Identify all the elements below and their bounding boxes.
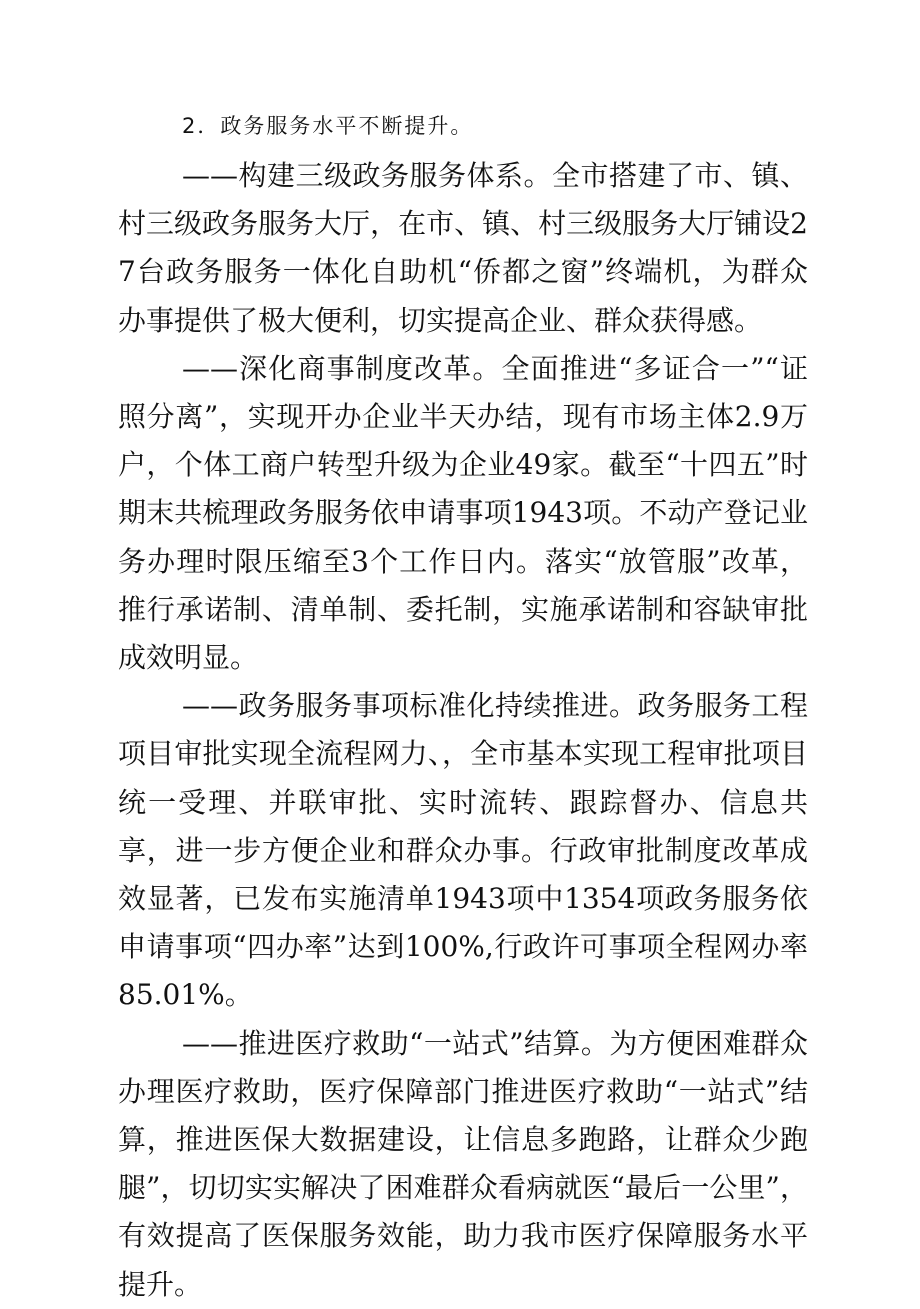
paragraph-government-service-system: ——构建三级政务服务体系。全市搭建了市、镇、村三级政务服务大厅，在市、镇、村三级服务大厅铺设27台政务服务一体化自助机“侨都之窗”终端机，为群众办事提供了极大便利，切实提高企业、群众获得感。 <box>118 159 808 337</box>
paragraph-medical-assistance: ——推进医疗救助“一站式”结算。为方便困难群众办理医疗救助，医疗保障部门推进医疗救助“一站式”结算，推进医保大数据建设，让信息多跑路，让群众少跑腿”，切切实实解决了困难群众看病就医“最后一公里”，有效提高了医保服务效能，助力我市医疗保障服务水平提升。 <box>118 1026 808 1301</box>
document-body <box>118 152 808 1309</box>
paragraph-commercial-reform: ——深化商事制度改革。全面推进“多证合一”“证照分离”，实现开办企业半天办结，现有市场主体2.9万户，个体工商户转型升级为企业49家。截至“十四五”时期末共梳理政务服务依申请事项1943项。不动产登记业务办理时限压缩至3个工作日内。落实“放管服”改革，推行承诺制、清单制、委托制，实施承诺制和容缺审批成效明显。 <box>118 351 808 675</box>
paragraph-service-standardization: ——政务服务事项标准化持续推进。政务服务工程项目审批实现全流程网力、，全市基本实现工程审批项目统一受理、并联审批、实时流转、跟踪督办、信息共享，进一步方便企业和群众办事。行政审批制度改革成效显著，已发布实施清单1943项中1354项政务服务依申请事项“四办率”达到100%,行政许可事项全程网办率85.01%。 <box>118 689 808 1012</box>
section-heading: 2．政务服务水平不断提升。 <box>182 114 474 138</box>
